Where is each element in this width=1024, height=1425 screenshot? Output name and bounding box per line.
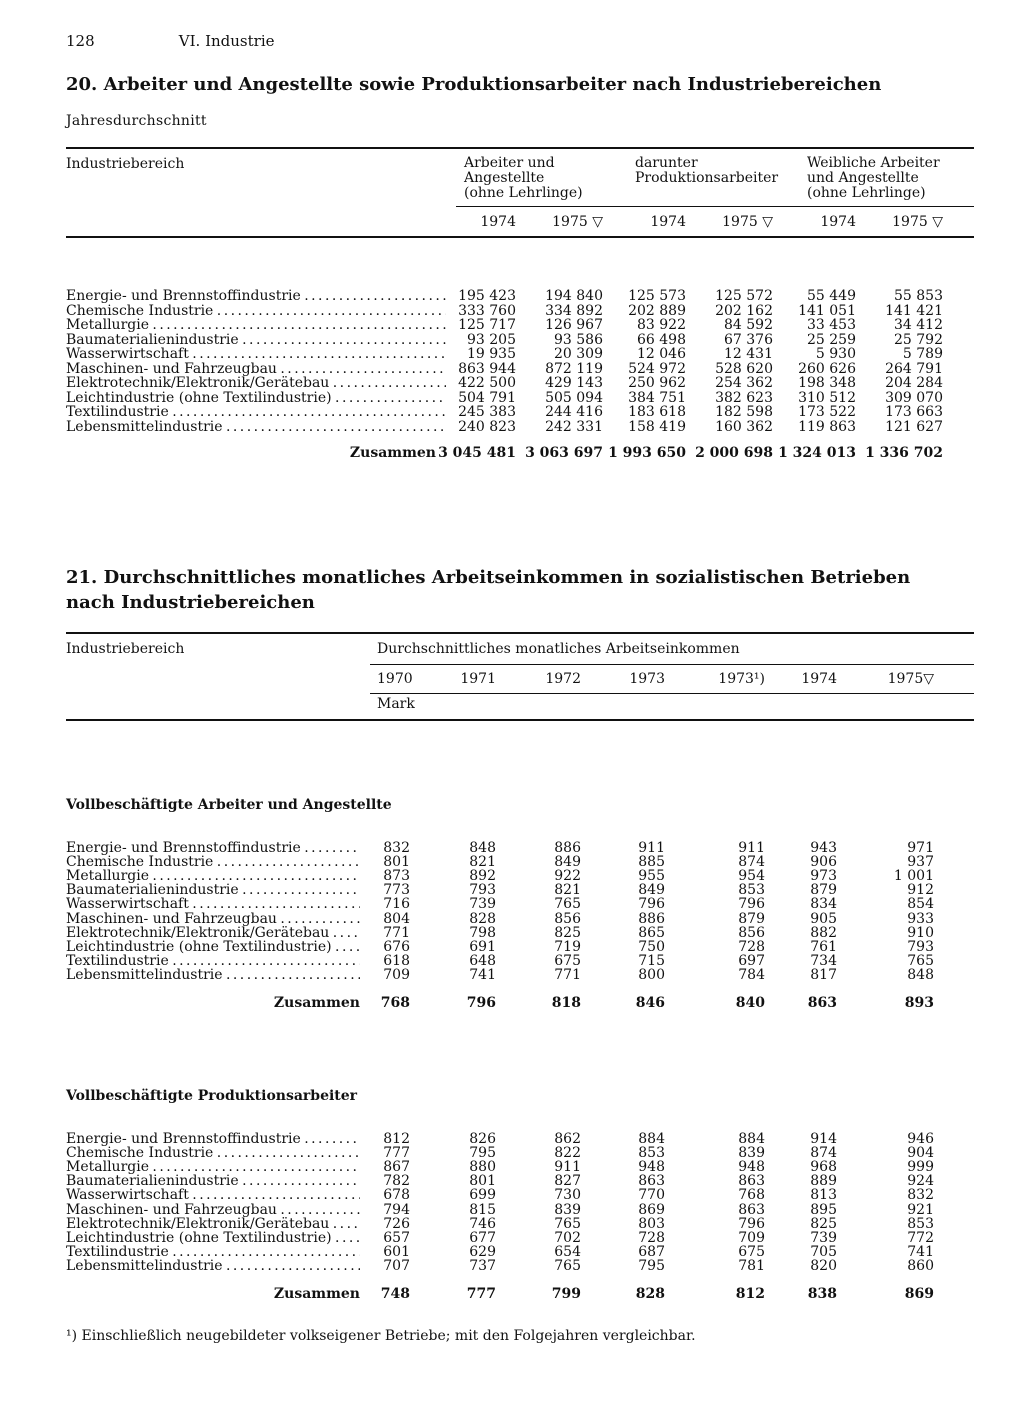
total-cell: 748 xyxy=(380,1286,410,1302)
table-cell: 911 xyxy=(638,840,665,856)
row-label: Textilindustrie . . . xyxy=(66,405,446,419)
table-cell: 794 xyxy=(383,1201,410,1218)
table-cell: 999 xyxy=(907,1159,934,1176)
table-cell: 629 xyxy=(469,1243,496,1260)
table-cell: 839 xyxy=(738,1145,765,1162)
table-cell: 709 xyxy=(738,1229,765,1246)
table-cell: 657 xyxy=(383,1229,410,1246)
total-cell: 1 324 013 xyxy=(778,445,856,461)
table-cell: 832 xyxy=(383,840,410,856)
table-cell: 770 xyxy=(638,1187,665,1204)
total-cell: 2 000 698 xyxy=(695,445,773,461)
table-cell: 771 xyxy=(554,966,581,983)
table-cell: 905 xyxy=(810,910,837,927)
table-cell: 33 453 xyxy=(807,317,856,333)
row-label: Baumaterialienindustrie . . . xyxy=(66,883,360,897)
table-cell: 873 xyxy=(383,868,410,885)
table-cell: 834 xyxy=(810,896,837,913)
table-cell: 675 xyxy=(554,952,581,969)
table-cell: 648 xyxy=(469,952,496,969)
table-cell: 921 xyxy=(907,1201,934,1218)
table-cell: 25 259 xyxy=(807,331,856,348)
table-cell: 618 xyxy=(383,952,410,969)
table-cell: 885 xyxy=(638,854,665,871)
table21-year-6: 1974 xyxy=(801,671,837,687)
table20-group-1: Arbeiter und Angestellte (ohne Lehrlinge) xyxy=(464,155,583,201)
table-cell: 848 xyxy=(907,966,934,983)
table-cell: 772 xyxy=(907,1229,934,1246)
table-cell: 528 620 xyxy=(715,360,773,377)
table-cell: 675 xyxy=(738,1243,765,1260)
row-label: Textilindustrie . . . xyxy=(66,1245,360,1259)
total-cell: 818 xyxy=(551,995,581,1011)
table-cell: 240 823 xyxy=(458,418,516,435)
table-cell: 422 500 xyxy=(458,375,516,391)
table-cell: 12 046 xyxy=(637,346,686,362)
table-cell: 904 xyxy=(907,1145,934,1162)
table-cell: 334 892 xyxy=(545,302,603,319)
table-cell: 911 xyxy=(554,1159,581,1176)
table-cell: 25 792 xyxy=(894,331,943,348)
table-cell: 765 xyxy=(907,952,934,969)
table-cell: 260 626 xyxy=(798,360,856,377)
table-cell: 796 xyxy=(738,896,765,913)
table-cell: 822 xyxy=(554,1145,581,1162)
table-cell: 384 751 xyxy=(628,389,686,406)
table-cell: 848 xyxy=(469,840,496,856)
table-cell: 803 xyxy=(638,1215,665,1232)
table-cell: 933 xyxy=(907,910,934,927)
row-label: Energie- und Brennstoffindustrie . . . xyxy=(66,841,360,855)
row-label: Maschinen- und Fahrzeugbau . . . xyxy=(66,362,446,376)
row-label: Leichtindustrie (ohne Textilindustrie) . . . xyxy=(66,940,360,954)
table-cell: 812 xyxy=(383,1131,410,1147)
total-cell: 812 xyxy=(735,1286,765,1302)
table-cell: 719 xyxy=(554,938,581,955)
table-cell: 800 xyxy=(638,966,665,983)
table-cell: 739 xyxy=(469,896,496,913)
table-cell: 5 789 xyxy=(902,346,943,362)
table-cell: 202 889 xyxy=(628,302,686,319)
table-cell: 716 xyxy=(383,896,410,913)
table-cell: 853 xyxy=(638,1145,665,1162)
total-cell: 1 993 650 xyxy=(608,445,686,461)
total-cell: 799 xyxy=(551,1286,581,1302)
table-cell: 827 xyxy=(554,1173,581,1190)
table-cell: 825 xyxy=(554,924,581,941)
table-cell: 183 618 xyxy=(628,404,686,420)
total-label: Zusammen xyxy=(349,445,436,461)
table-cell: 924 xyxy=(907,1173,934,1190)
table-cell: 795 xyxy=(638,1257,665,1274)
table-cell: 601 xyxy=(383,1243,410,1260)
table-cell: 793 xyxy=(907,938,934,955)
table20-group-3: Weibliche Arbeiter und Angestellte (ohne Lehrlinge) xyxy=(807,155,940,201)
total-cell: 1 336 702 xyxy=(865,445,943,461)
table-cell: 173 663 xyxy=(885,404,943,420)
table-cell: 906 xyxy=(810,854,837,871)
table-cell: 865 xyxy=(638,924,665,941)
table-cell: 34 412 xyxy=(894,317,943,333)
table21-group-label: Durchschnittliches monatliches Arbeitseinkommen xyxy=(377,641,740,657)
row-label: Leichtindustrie (ohne Textilindustrie) . . . xyxy=(66,1231,360,1245)
table-cell: 839 xyxy=(554,1201,581,1218)
table21-col-label: Industriebereich xyxy=(66,641,185,657)
table-cell: 765 xyxy=(554,1215,581,1232)
table21-header-bottom-rule xyxy=(66,719,974,721)
row-label: Wasserwirtschaft . . . xyxy=(66,897,360,911)
table-cell: 20 309 xyxy=(554,346,603,362)
table-cell: 874 xyxy=(738,854,765,871)
table-cell: 773 xyxy=(383,882,410,899)
table-cell: 707 xyxy=(383,1257,410,1274)
table21-title-line1: 21. Durchschnittliches monatliches Arbeitseinkommen in sozialistischen Betrieben xyxy=(66,567,911,588)
table-cell: 973 xyxy=(810,868,837,885)
table20-year-3: 1974 xyxy=(650,214,686,230)
table-cell: 821 xyxy=(554,882,581,899)
table-cell: 825 xyxy=(810,1215,837,1232)
table-cell: 874 xyxy=(810,1145,837,1162)
row-label: Baumaterialienindustrie . . . xyxy=(66,1174,360,1188)
table-cell: 195 423 xyxy=(458,288,516,304)
table-cell: 709 xyxy=(383,966,410,983)
table-cell: 93 586 xyxy=(554,331,603,348)
table-cell: 715 xyxy=(638,952,665,969)
table-cell: 83 922 xyxy=(637,317,686,333)
table-cell: 796 xyxy=(638,896,665,913)
row-label: Maschinen- und Fahrzeugbau . . . xyxy=(66,912,360,926)
table-cell: 765 xyxy=(554,896,581,913)
table-cell: 889 xyxy=(810,1173,837,1190)
section-heading: Vollbeschäftigte Produktionsarbeiter xyxy=(66,1088,358,1104)
row-label: Lebensmittelindustrie . . . xyxy=(66,420,446,434)
table21-title-line2: nach Industriebereichen xyxy=(66,592,315,613)
row-label: Energie- und Brennstoffindustrie . . . xyxy=(66,289,446,303)
table-cell: 741 xyxy=(907,1243,934,1260)
table-cell: 93 205 xyxy=(467,331,516,348)
row-label: Chemische Industrie . . . xyxy=(66,304,446,318)
table-cell: 879 xyxy=(810,882,837,899)
table-cell: 505 094 xyxy=(545,389,603,406)
table-cell: 849 xyxy=(554,854,581,871)
table20-year-2: 1975 ▽ xyxy=(552,214,603,230)
table-cell: 728 xyxy=(638,1229,665,1246)
section-heading: Vollbeschäftigte Arbeiter und Angestellte xyxy=(66,797,392,813)
total-cell: 777 xyxy=(466,1286,496,1302)
row-label: Leichtindustrie (ohne Textilindustrie) . . . xyxy=(66,391,446,405)
table-cell: 804 xyxy=(383,910,410,927)
table-cell: 204 284 xyxy=(885,375,943,391)
table-cell: 55 853 xyxy=(894,288,943,304)
table-cell: 872 119 xyxy=(545,360,603,377)
page-header xyxy=(66,32,275,50)
table-cell: 860 xyxy=(907,1257,934,1274)
table-cell: 815 xyxy=(469,1201,496,1218)
table-cell: 202 162 xyxy=(715,302,773,319)
total-cell: 863 xyxy=(807,995,837,1011)
table-cell: 968 xyxy=(810,1159,837,1176)
table-cell: 761 xyxy=(810,938,837,955)
table21-year-7: 1975▽ xyxy=(887,671,934,687)
total-cell: 869 xyxy=(904,1286,934,1302)
table-cell: 677 xyxy=(469,1229,496,1246)
table-cell: 194 840 xyxy=(545,288,603,304)
table-cell: 702 xyxy=(554,1229,581,1246)
table-cell: 971 xyxy=(907,840,934,856)
table-cell: 862 xyxy=(554,1131,581,1147)
total-label: Zusammen xyxy=(273,995,360,1011)
row-label: Baumaterialienindustrie . . . xyxy=(66,333,446,347)
table-cell: 869 xyxy=(638,1201,665,1218)
table21-year-1: 1970 xyxy=(377,671,413,687)
table-cell: 182 598 xyxy=(715,404,773,420)
table-cell: 863 944 xyxy=(458,360,516,377)
table-cell: 955 xyxy=(638,868,665,885)
table20-group-2: darunter Produktionsarbeiter xyxy=(635,155,779,186)
table-cell: 55 449 xyxy=(807,288,856,304)
table-cell: 676 xyxy=(383,938,410,955)
table-cell: 1 001 xyxy=(893,868,934,885)
table-cell: 678 xyxy=(383,1187,410,1204)
table20-year-6: 1975 ▽ xyxy=(892,214,943,230)
table-cell: 746 xyxy=(469,1215,496,1232)
table-cell: 793 xyxy=(469,882,496,899)
row-label: Chemische Industrie . . . xyxy=(66,1146,360,1160)
row-label: Lebensmittelindustrie . . . xyxy=(66,1259,360,1273)
table-cell: 867 xyxy=(383,1159,410,1176)
table-cell: 687 xyxy=(638,1243,665,1260)
row-label: Maschinen- und Fahrzeugbau . . . xyxy=(66,1203,360,1217)
table-cell: 310 512 xyxy=(798,389,856,406)
table-cell: 820 xyxy=(810,1257,837,1274)
table20-year-4: 1975 ▽ xyxy=(722,214,773,230)
table-cell: 429 143 xyxy=(545,375,603,391)
table-cell: 946 xyxy=(907,1131,934,1147)
table-cell: 173 522 xyxy=(798,404,856,420)
table-cell: 730 xyxy=(554,1187,581,1204)
row-label: Energie- und Brennstoffindustrie . . . xyxy=(66,1132,360,1146)
table-cell: 880 xyxy=(469,1159,496,1176)
table-cell: 705 xyxy=(810,1243,837,1260)
table20-year-5: 1974 xyxy=(820,214,856,230)
table21-year-5: 1973¹) xyxy=(718,671,765,687)
table-cell: 741 xyxy=(469,966,496,983)
table-cell: 504 791 xyxy=(458,389,516,406)
table21-year-3: 1972 xyxy=(545,671,581,687)
row-label: Metallurgie . . . xyxy=(66,318,446,332)
table-cell: 914 xyxy=(810,1131,837,1147)
table-cell: 198 348 xyxy=(798,375,856,391)
total-cell: 846 xyxy=(635,995,665,1011)
table-cell: 734 xyxy=(810,952,837,969)
table-cell: 882 xyxy=(810,924,837,941)
table20-top-rule xyxy=(66,147,974,149)
table-cell: 863 xyxy=(638,1173,665,1190)
table-cell: 160 362 xyxy=(715,418,773,435)
table-cell: 948 xyxy=(738,1159,765,1176)
total-cell: 796 xyxy=(466,995,496,1011)
table-cell: 777 xyxy=(383,1145,410,1162)
table-cell: 795 xyxy=(469,1145,496,1162)
row-label: Chemische Industrie . . . xyxy=(66,855,360,869)
table-cell: 771 xyxy=(383,924,410,941)
row-label: Wasserwirtschaft . . . xyxy=(66,347,446,361)
row-label: Elektrotechnik/Elektronik/Gerätebau . . . xyxy=(66,1217,360,1231)
row-label: Metallurgie . . . xyxy=(66,1160,360,1174)
table-cell: 126 967 xyxy=(545,317,603,333)
total-cell: 893 xyxy=(904,995,934,1011)
footnote: ¹) Einschließlich neugebildeter volkseigener Betriebe; mit den Folgejahren vergleichbar. xyxy=(66,1328,696,1344)
table-cell: 125 573 xyxy=(628,288,686,304)
table-cell: 728 xyxy=(738,938,765,955)
table-cell: 821 xyxy=(469,854,496,871)
table20-title: 20. Arbeiter und Angestellte sowie Produktionsarbeiter nach Industriebereichen xyxy=(66,74,882,95)
total-label: Zusammen xyxy=(273,1286,360,1302)
table-cell: 737 xyxy=(469,1257,496,1274)
table-cell: 264 791 xyxy=(885,360,943,377)
table-cell: 886 xyxy=(638,910,665,927)
table20-mid-rule xyxy=(456,206,974,207)
table-cell: 768 xyxy=(738,1187,765,1204)
table-cell: 879 xyxy=(738,910,765,927)
row-label: Lebensmittelindustrie . . . xyxy=(66,968,360,982)
table-cell: 948 xyxy=(638,1159,665,1176)
table20-col-label: Industriebereich xyxy=(66,156,185,172)
table-cell: 884 xyxy=(738,1131,765,1147)
table-cell: 141 421 xyxy=(885,302,943,319)
table-cell: 726 xyxy=(383,1215,410,1232)
table-cell: 697 xyxy=(738,952,765,969)
table-cell: 125 717 xyxy=(458,317,516,333)
table21-mid-rule xyxy=(370,664,974,665)
table-cell: 782 xyxy=(383,1173,410,1190)
table-cell: 912 xyxy=(907,882,934,899)
total-cell: 828 xyxy=(635,1286,665,1302)
table-cell: 691 xyxy=(469,938,496,955)
table-cell: 798 xyxy=(469,924,496,941)
table-cell: 801 xyxy=(383,854,410,871)
table-cell: 245 383 xyxy=(458,404,516,420)
total-cell: 838 xyxy=(807,1286,837,1302)
table-cell: 12 431 xyxy=(724,346,773,362)
table-cell: 739 xyxy=(810,1229,837,1246)
table20-subtitle: Jahresdurchschnitt xyxy=(66,113,207,129)
row-label: Metallurgie . . . xyxy=(66,869,360,883)
chapter-title: VI. Industrie xyxy=(178,32,275,50)
row-label: Textilindustrie . . . xyxy=(66,954,360,968)
table-cell: 250 962 xyxy=(628,375,686,391)
table-cell: 19 935 xyxy=(467,346,516,362)
table-cell: 382 623 xyxy=(715,389,773,406)
table-cell: 828 xyxy=(469,910,496,927)
table21-year-2: 1971 xyxy=(460,671,496,687)
table-cell: 853 xyxy=(738,882,765,899)
table-cell: 813 xyxy=(810,1187,837,1204)
table-cell: 158 419 xyxy=(628,418,686,435)
table-cell: 943 xyxy=(810,840,837,856)
table-cell: 244 416 xyxy=(545,404,603,420)
table-cell: 853 xyxy=(907,1215,934,1232)
table-cell: 886 xyxy=(554,840,581,856)
table-cell: 333 760 xyxy=(458,302,516,319)
table-cell: 954 xyxy=(738,868,765,885)
table-cell: 895 xyxy=(810,1201,837,1218)
total-cell: 3 045 481 xyxy=(438,445,516,461)
table-cell: 750 xyxy=(638,938,665,955)
table21-unit-rule xyxy=(370,693,974,694)
table-cell: 254 362 xyxy=(715,375,773,391)
table-cell: 832 xyxy=(907,1187,934,1204)
table-cell: 856 xyxy=(738,924,765,941)
table-cell: 911 xyxy=(738,840,765,856)
table-cell: 801 xyxy=(469,1173,496,1190)
table-cell: 141 051 xyxy=(798,302,856,319)
table-cell: 84 592 xyxy=(724,317,773,333)
table-cell: 784 xyxy=(738,966,765,983)
table20-year-1: 1974 xyxy=(480,214,516,230)
table-cell: 524 972 xyxy=(628,360,686,377)
table21-top-rule xyxy=(66,632,974,634)
table-cell: 67 376 xyxy=(724,331,773,348)
total-cell: 768 xyxy=(380,995,410,1011)
table21-unit: Mark xyxy=(377,696,415,712)
table-cell: 854 xyxy=(907,896,934,913)
table-cell: 121 627 xyxy=(885,418,943,435)
total-cell: 840 xyxy=(735,995,765,1011)
table-cell: 699 xyxy=(469,1187,496,1204)
table-cell: 884 xyxy=(638,1131,665,1147)
table-cell: 796 xyxy=(738,1215,765,1232)
table21-year-4: 1973 xyxy=(629,671,665,687)
table-cell: 242 331 xyxy=(545,418,603,435)
table-cell: 66 498 xyxy=(637,331,686,348)
table-cell: 826 xyxy=(469,1131,496,1147)
row-label: Elektrotechnik/Elektronik/Gerätebau . . . xyxy=(66,376,446,390)
table-cell: 5 930 xyxy=(815,346,856,362)
table-cell: 922 xyxy=(554,868,581,885)
table-cell: 910 xyxy=(907,924,934,941)
row-label: Elektrotechnik/Elektronik/Gerätebau . . . xyxy=(66,926,360,940)
table-cell: 125 572 xyxy=(715,288,773,304)
table-cell: 863 xyxy=(738,1173,765,1190)
table-cell: 817 xyxy=(810,966,837,983)
table-cell: 937 xyxy=(907,854,934,871)
row-label: Wasserwirtschaft . . . xyxy=(66,1188,360,1202)
table-cell: 892 xyxy=(469,868,496,885)
table-cell: 765 xyxy=(554,1257,581,1274)
table-cell: 119 863 xyxy=(798,418,856,435)
total-cell: 3 063 697 xyxy=(525,445,603,461)
table-cell: 856 xyxy=(554,910,581,927)
table-cell: 309 070 xyxy=(885,389,943,406)
page-number: 128 xyxy=(66,32,95,50)
table-cell: 654 xyxy=(554,1243,581,1260)
table20-header-bottom-rule xyxy=(66,236,974,238)
table-cell: 849 xyxy=(638,882,665,899)
table-cell: 863 xyxy=(738,1201,765,1218)
table-cell: 781 xyxy=(738,1257,765,1274)
